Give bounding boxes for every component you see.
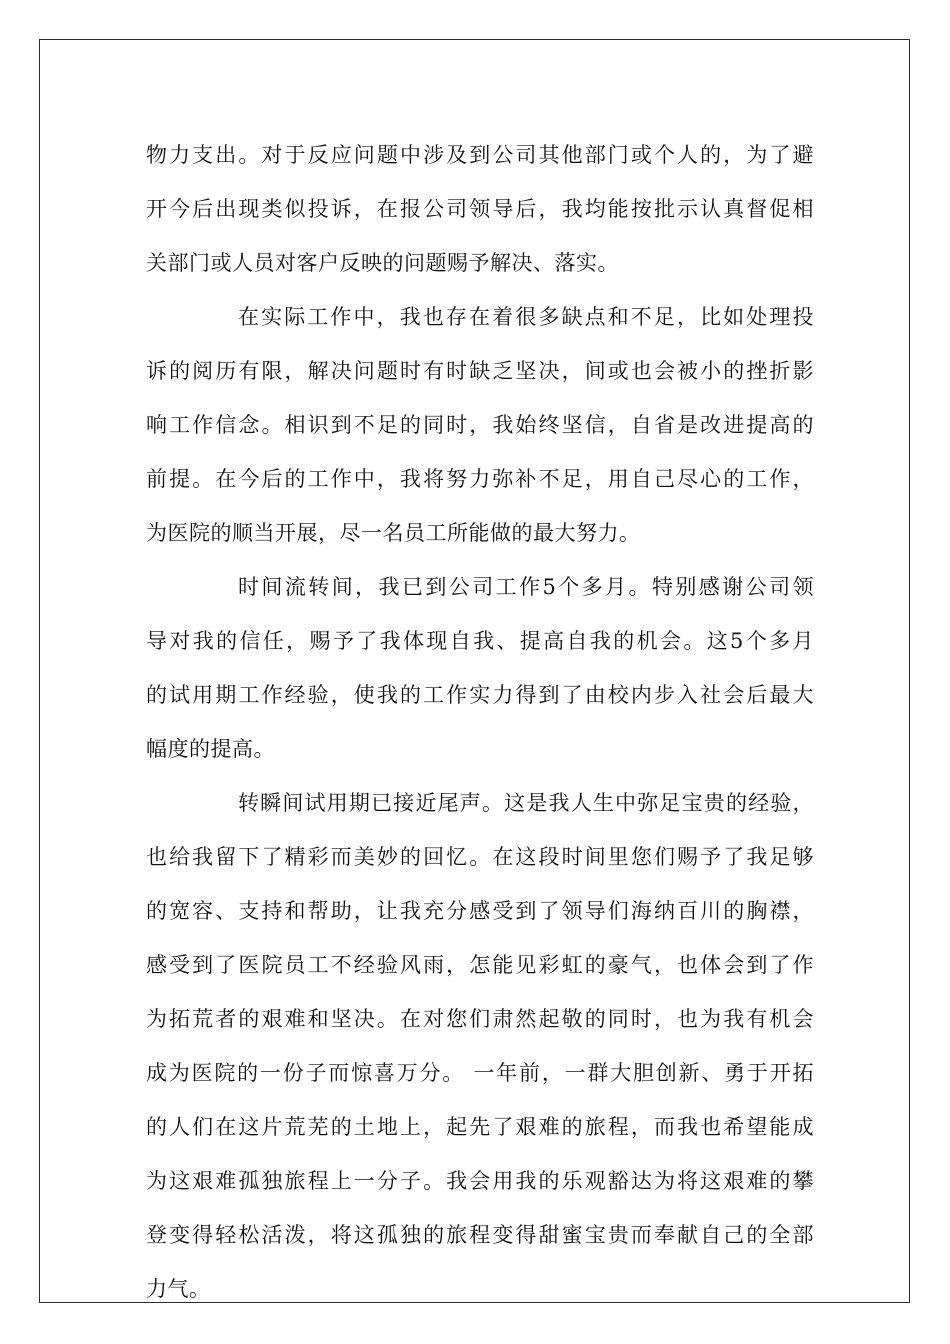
text-line: 前提。在今后的工作中，我将努力弥补不足，用自己尽心的工作， (146, 467, 814, 491)
text-line: 的人们在这片荒芜的土地上，起先了艰难的旅程，而我也希望能成 (146, 1115, 814, 1139)
text-line: 幅度的提高。 (146, 737, 275, 761)
text-line: 物力支出。对于反应问题中涉及到公司其他部门或个人的，为了避 (146, 143, 814, 167)
text-line: 时间流转间，我已到公司工作5个多月。特别感谢公司领 (238, 575, 814, 599)
text-line: 关部门或人员对客户反映的问题赐予解决、落实。 (146, 251, 619, 275)
text-line: 的试用期工作经验，使我的工作实力得到了由校内步入社会后最大 (146, 683, 814, 707)
text-line: 导对我的信任，赐予了我体现自我、提高自我的机会。这5个多月 (146, 629, 814, 653)
paragraph-2 (146, 290, 814, 560)
text-line: 开今后出现类似投诉，在报公司领导后，我均能按批示认真督促相 (146, 197, 814, 221)
text-line: 也给我留下了精彩而美妙的回忆。在这段时间里您们赐予了我足够 (146, 845, 814, 869)
text-line: 为医院的顺当开展，尽一名员工所能做的最大努力。 (146, 521, 641, 545)
text-line: 登变得轻松活泼，将这孤独的旅程变得甜蜜宝贵而奉献自己的全部 (146, 1223, 814, 1247)
text-line: 感受到了医院员工不经验风雨，怎能见彩虹的豪气，也体会到了作 (146, 953, 814, 977)
text-line: 转瞬间试用期已接近尾声。这是我人生中弥足宝贵的经验， (238, 791, 814, 815)
text-line: 的宽容、支持和帮助，让我充分感受到了领导们海纳百川的胸襟， (146, 899, 814, 923)
paragraph-3 (146, 560, 814, 776)
text-line: 为拓荒者的艰难和坚决。在对您们肃然起敬的同时，也为我有机会 (146, 1007, 814, 1031)
document-body (146, 128, 814, 1316)
text-line: 为这艰难孤独旅程上一分子。我会用我的乐观豁达为将这艰难的攀 (146, 1169, 814, 1193)
paragraph-4 (146, 776, 814, 1316)
text-line: 诉的阅历有限，解决问题时有时缺乏坚决，间或也会被小的挫折影 (146, 359, 814, 383)
text-line: 成为医院的一份子而惊喜万分。 一年前，一群大胆创新、勇于开拓 (146, 1061, 814, 1085)
text-line: 响工作信念。相识到不足的同时，我始终坚信，自省是改进提高的 (146, 413, 814, 437)
text-line: 力气。 (146, 1277, 211, 1301)
text-line: 在实际工作中，我也存在着很多缺点和不足，比如处理投 (238, 305, 814, 329)
paragraph-1 (146, 128, 814, 290)
